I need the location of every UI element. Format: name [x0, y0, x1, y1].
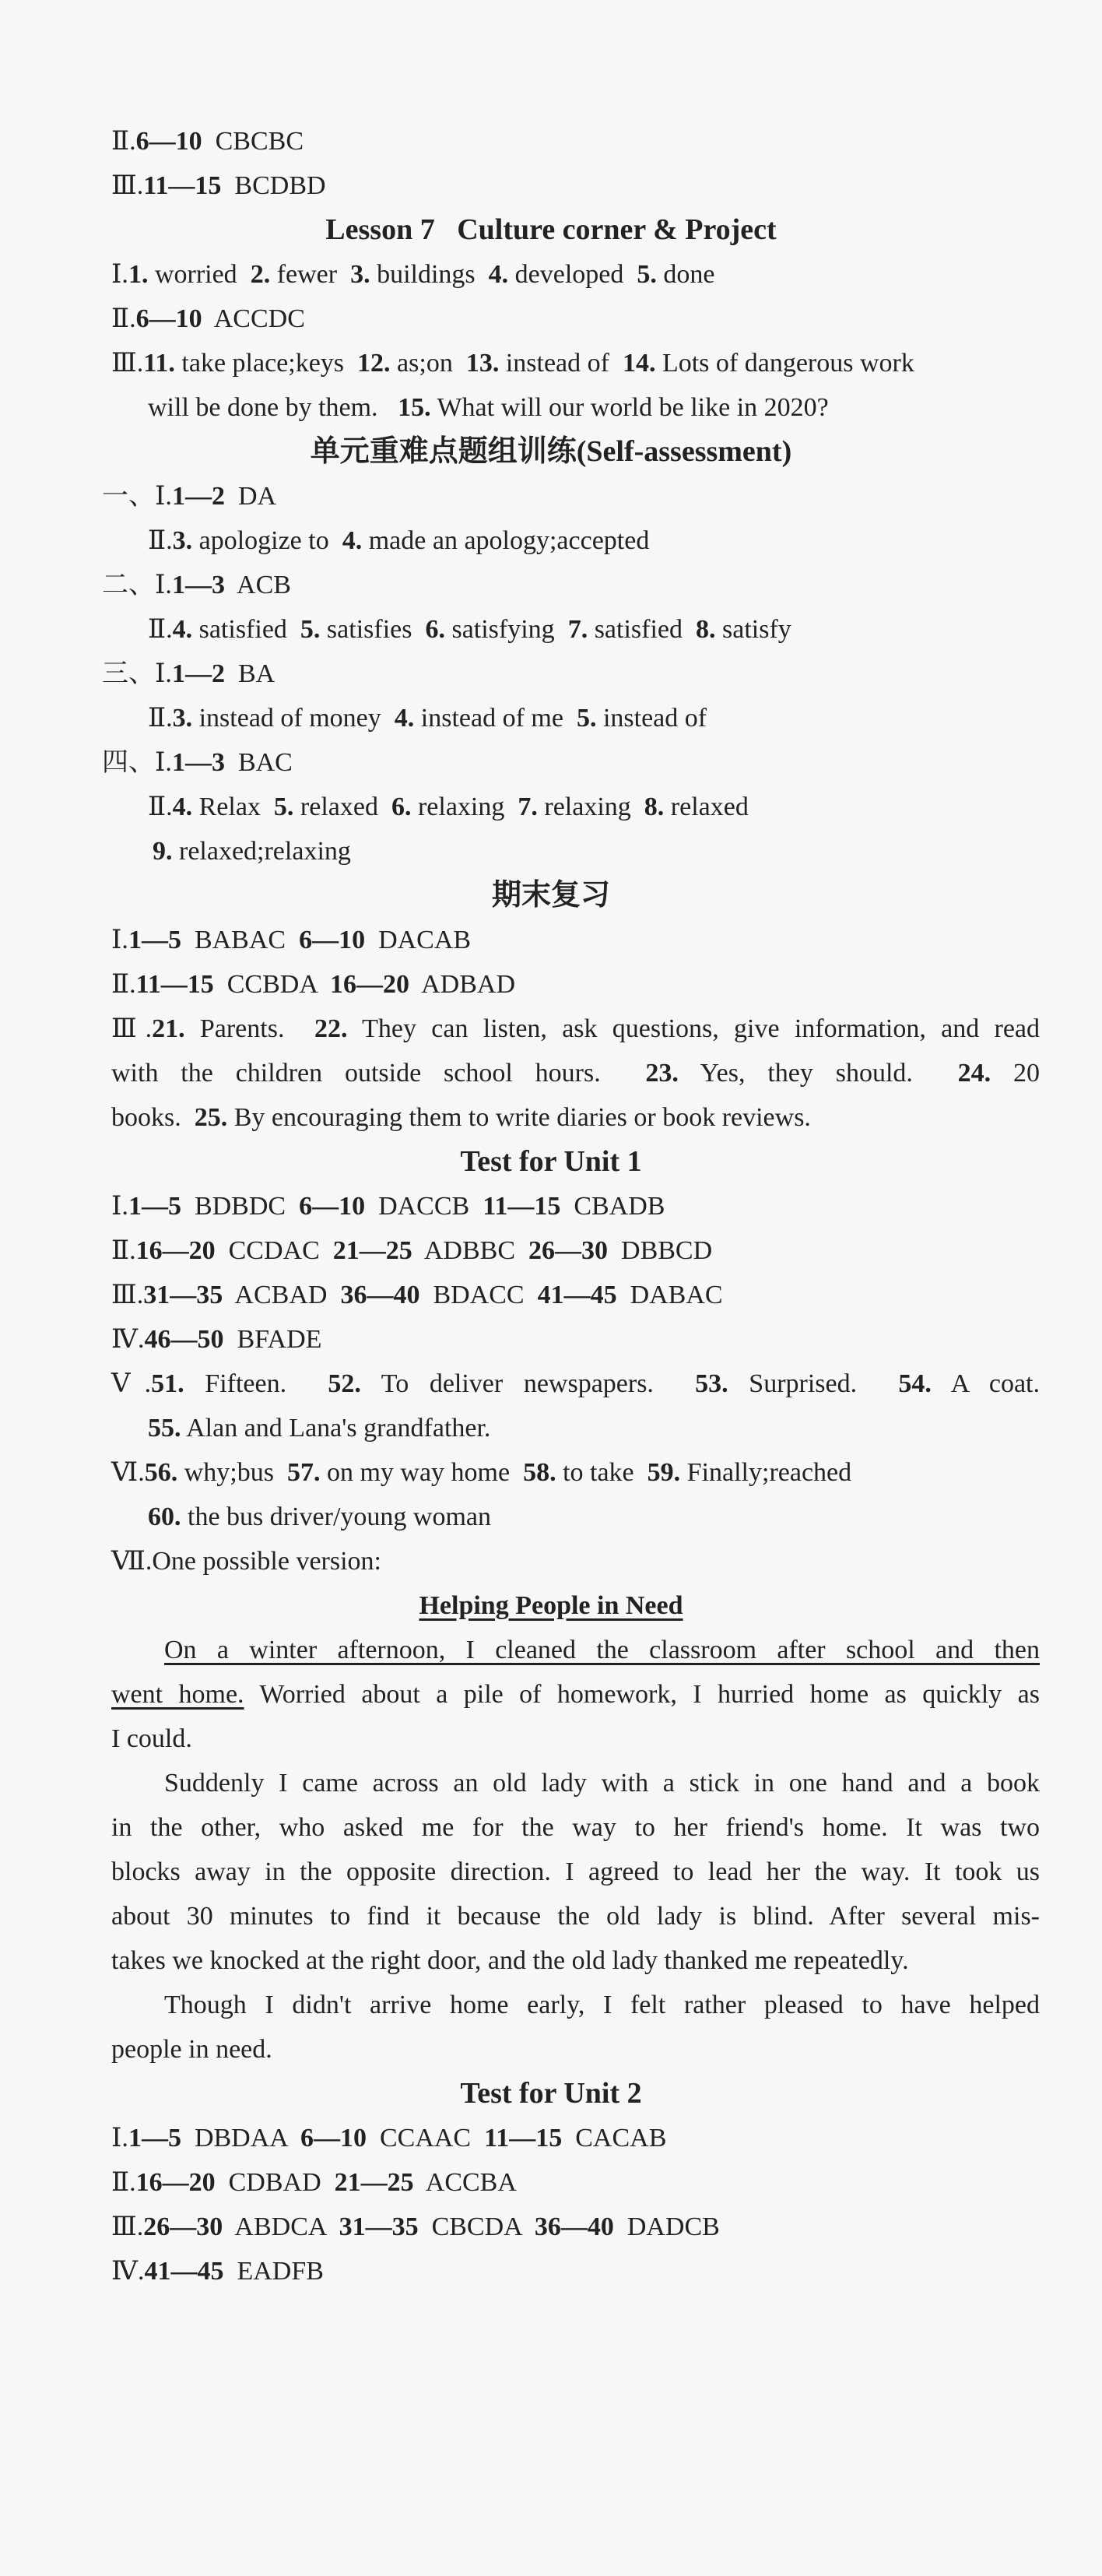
question-number: 7.	[518, 792, 538, 821]
answer-text: CCDAC	[215, 1236, 333, 1265]
answer-text: DBBCD	[608, 1236, 713, 1265]
answer-text: Ⅱ.	[111, 127, 136, 156]
question-number: 21—25	[334, 2168, 414, 2197]
question-number: 3.	[350, 260, 370, 289]
answer-text: the bus driver/young woman	[181, 1502, 491, 1531]
answer-text: Though I didn't arrive home early, I felt rather pleased to have helped	[164, 1991, 1040, 2019]
answer-text: satisfied	[588, 615, 696, 644]
answer-line	[0, 2160, 1102, 2205]
question-number: 16—20	[135, 2168, 216, 2197]
answer-line	[0, 607, 1102, 652]
answer-text: developed	[508, 260, 637, 289]
question-number: 8.	[644, 792, 665, 821]
question-number: 25.	[194, 1103, 228, 1132]
answer-line	[0, 1539, 1102, 1583]
answer-line	[0, 1184, 1102, 1228]
answer-text: instead of me	[414, 704, 577, 733]
question-number: 15.	[398, 393, 431, 422]
answer-text: take place;keys	[174, 349, 358, 378]
question-number: 1—5	[128, 1192, 181, 1221]
question-number: 5.	[300, 615, 321, 644]
answer-text: Ⅱ.	[111, 304, 136, 333]
answer-line	[0, 1761, 1040, 1805]
answer-line	[0, 918, 1102, 962]
answer-text: worried	[148, 260, 251, 289]
answer-line	[0, 962, 1102, 1007]
answer-text: buildings	[370, 260, 489, 289]
answer-text: relaxed;relaxing	[172, 837, 351, 866]
answer-text: Ⅲ.	[111, 1281, 144, 1309]
question-number: 4.	[488, 260, 509, 289]
question-number: 1—5	[128, 2124, 181, 2153]
question-number: 41—45	[537, 1281, 617, 1309]
answer-text: books.	[111, 1103, 195, 1132]
question-number: 16—20	[330, 970, 409, 999]
answer-text: DACAB	[365, 926, 472, 954]
question-number: 7.	[567, 615, 588, 644]
question-number: 1—2	[171, 659, 225, 688]
section-heading	[0, 208, 1102, 252]
answer-text: why;bus	[177, 1458, 287, 1487]
answer-line	[0, 1938, 1040, 1983]
answer-text: done	[656, 260, 715, 289]
answer-text: instead of	[499, 349, 623, 378]
question-number: 11—15	[135, 970, 214, 999]
answer-text: BAC	[224, 748, 293, 777]
answer-text: Relax	[192, 792, 274, 821]
answer-line	[0, 1717, 1040, 1761]
answer-text: instead of	[596, 704, 707, 733]
question-number: 6.	[425, 615, 445, 644]
answer-text: Ⅶ.One possible version:	[111, 1547, 382, 1576]
answer-line	[0, 1983, 1040, 2027]
answer-text: CBCDA	[418, 2212, 535, 2241]
question-number: 5.	[576, 704, 597, 733]
answer-text: Test for Unit 1	[460, 1145, 642, 1178]
answer-text: instead of money	[192, 704, 395, 733]
question-number: 6—10	[135, 127, 202, 156]
answer-line	[0, 2205, 1102, 2249]
question-number: 6.	[391, 792, 412, 821]
question-number: 54.	[898, 1369, 932, 1398]
answer-text: EADFB	[223, 2257, 324, 2286]
answer-line	[0, 563, 1102, 607]
answer-text: as;on	[390, 349, 466, 378]
answer-key-page	[0, 119, 1102, 2293]
answer-text: DBDAA	[181, 2124, 300, 2153]
answer-text: Parents.	[184, 1014, 314, 1043]
question-number: 11—15	[484, 2124, 563, 2153]
question-number: 8.	[696, 615, 716, 644]
question-number: 52.	[328, 1369, 361, 1398]
answer-text: They can listen, ask questions, give information, and read	[347, 1014, 1040, 1043]
answer-line	[0, 1095, 1040, 1140]
section-heading	[0, 873, 1102, 918]
answer-text: Ⅱ.	[148, 704, 173, 733]
answer-text: Ⅱ.	[148, 526, 173, 555]
answer-line	[0, 2249, 1102, 2293]
answer-text: 一、Ⅰ.	[102, 482, 172, 511]
question-number: 31—35	[143, 1281, 223, 1309]
answer-text: Ⅲ.	[111, 2212, 144, 2241]
answer-text: with the children outside school hours.	[111, 1059, 646, 1088]
answer-text: Ⅰ.	[111, 1192, 128, 1221]
question-number: 26—30	[143, 2212, 223, 2241]
answer-text: Ⅲ.	[111, 349, 144, 378]
answer-text: Ⅳ.	[111, 1325, 145, 1354]
answer-line	[0, 119, 1102, 163]
answer-text: Ⅱ.	[148, 615, 173, 644]
question-number: 21.	[152, 1014, 185, 1043]
answer-text: CCBDA	[213, 970, 330, 999]
answer-text: 20	[991, 1059, 1040, 1088]
question-number: 5.	[273, 792, 294, 821]
question-number: 1—2	[171, 482, 225, 511]
answer-line	[0, 829, 1102, 873]
answer-text: relaxing	[537, 792, 644, 821]
question-number: 6—10	[299, 1192, 366, 1221]
question-number: 41—45	[144, 2257, 224, 2286]
answer-text: BA	[224, 659, 276, 688]
answer-text: CBCBC	[202, 127, 304, 156]
answer-text: 二、Ⅰ.	[102, 571, 172, 599]
question-number: 4.	[172, 792, 193, 821]
section-heading	[0, 1140, 1102, 1184]
answer-text: Ⅱ.	[148, 792, 173, 821]
answer-text: CBADB	[560, 1192, 665, 1221]
answer-line	[0, 2027, 1040, 2072]
answer-line	[0, 1406, 1102, 1450]
answer-text: takes we knocked at the right door, and the old lady thanked me repeatedly.	[111, 1946, 909, 1975]
answer-text: Worried about a pile of homework, I hurried home as quickly as	[244, 1680, 1040, 1709]
question-number: 11.	[143, 349, 175, 378]
answer-text: made an apology;accepted	[362, 526, 650, 555]
answer-text: By encouraging them to write diaries or book reviews.	[227, 1103, 811, 1132]
question-number: 3.	[172, 526, 193, 555]
answer-text: I could.	[111, 1724, 192, 1753]
answer-line	[0, 385, 1102, 430]
answer-text: 四、Ⅰ.	[102, 748, 172, 777]
question-number: 1.	[128, 260, 149, 289]
answer-line	[0, 474, 1102, 518]
question-number: 36—40	[340, 1281, 420, 1309]
question-number: 16—20	[135, 1236, 216, 1265]
question-number: 58.	[523, 1458, 556, 1487]
answer-line	[0, 163, 1102, 208]
question-number: 1—3	[171, 748, 225, 777]
answer-text: Ⅱ.	[111, 970, 136, 999]
answer-text: CCAAC	[366, 2124, 485, 2153]
answer-text: Ⅰ.	[111, 260, 128, 289]
question-number: 59.	[647, 1458, 681, 1487]
answer-text: ACCDC	[202, 304, 305, 333]
answer-text: apologize to	[192, 526, 342, 555]
question-number: 5.	[637, 260, 657, 289]
answer-text: Ⅲ.	[111, 1014, 153, 1043]
answer-line	[0, 1628, 1040, 1672]
answer-text: Ⅱ.	[111, 2168, 136, 2197]
answer-text: ADBAD	[409, 970, 516, 999]
answer-line	[0, 1450, 1102, 1495]
answer-line	[0, 2116, 1102, 2160]
answer-line	[0, 1495, 1102, 1539]
question-number: 1—3	[171, 571, 225, 599]
question-number: 4.	[172, 615, 193, 644]
answer-text: DACCB	[365, 1192, 483, 1221]
question-number: 21—25	[332, 1236, 412, 1265]
answer-text: will be done by them.	[148, 393, 398, 422]
answer-text: ACCBA	[413, 2168, 517, 2197]
answer-text: CACAB	[562, 2124, 667, 2153]
answer-line	[0, 1805, 1040, 1850]
answer-text: Helping People in Need	[419, 1591, 683, 1620]
answer-text: 单元重难点题组训练(Self-assessment)	[310, 435, 792, 468]
answer-line	[0, 518, 1102, 563]
section-heading	[0, 430, 1102, 474]
answer-text: ADBBC	[412, 1236, 529, 1265]
answer-text: in the other, who asked me for the way to her friend's home. It was two	[111, 1813, 1040, 1842]
answer-text: about 30 minutes to find it because the old lady is blind. After several mis-	[111, 1902, 1040, 1931]
answer-text: Lesson 7 Culture corner & Project	[325, 213, 777, 246]
answer-text: On a winter afternoon, I cleaned the classroom after school and then	[164, 1636, 1040, 1664]
answer-text: Lots of dangerous work	[655, 349, 914, 378]
question-number: 56.	[144, 1458, 178, 1487]
answer-text: Ⅲ.	[111, 171, 144, 200]
question-number: 57.	[286, 1458, 321, 1487]
answer-text: relaxed	[293, 792, 391, 821]
section-heading	[0, 2072, 1102, 2116]
answer-line	[0, 1007, 1040, 1051]
answer-line	[0, 1228, 1102, 1273]
answer-text: BABAC	[181, 926, 300, 954]
question-number: 51.	[151, 1369, 184, 1398]
question-number: 24.	[957, 1059, 991, 1088]
question-number: 13.	[465, 349, 500, 378]
question-number: 3.	[172, 704, 193, 733]
answer-line	[0, 252, 1102, 297]
answer-line	[0, 696, 1102, 740]
answer-text: Ⅴ.	[111, 1369, 152, 1398]
answer-text: Fifteen.	[184, 1369, 328, 1398]
question-number: 55.	[148, 1414, 181, 1443]
answer-text: went home.	[111, 1680, 244, 1709]
question-number: 6—10	[135, 304, 202, 333]
answer-line	[0, 341, 1102, 385]
answer-text: Ⅱ.	[111, 1236, 136, 1265]
answer-line	[0, 1051, 1040, 1095]
answer-text: Surprised.	[728, 1369, 899, 1398]
answer-text: 三、Ⅰ.	[102, 659, 172, 688]
question-number: 31—35	[339, 2212, 419, 2241]
answer-line	[0, 1850, 1040, 1894]
answer-text: BFADE	[223, 1325, 322, 1354]
answer-text: BDACC	[419, 1281, 538, 1309]
answer-text: DABAC	[616, 1281, 723, 1309]
answer-text: relaxing	[411, 792, 518, 821]
answer-text: To deliver newspapers.	[360, 1369, 696, 1398]
answer-text: DADCB	[613, 2212, 720, 2241]
answer-text: satisfying	[444, 615, 568, 644]
answer-text: blocks away in the opposite direction. I agreed to lead her the way. It took us	[111, 1857, 1040, 1886]
answer-text: DA	[224, 482, 277, 511]
answer-text: A coat.	[931, 1369, 1040, 1398]
answer-text: people in need.	[111, 2035, 272, 2064]
answer-text: ABDCA	[223, 2212, 339, 2241]
question-number: 23.	[645, 1059, 679, 1088]
question-number: 11—15	[483, 1192, 561, 1221]
question-number: 1—5	[128, 926, 181, 954]
answer-text: Alan and Lana's grandfather.	[181, 1414, 491, 1443]
question-number: 9.	[153, 837, 173, 866]
answer-line	[0, 1894, 1040, 1938]
question-number: 60.	[148, 1502, 181, 1531]
answer-text: Ⅰ.	[111, 926, 128, 954]
answer-line	[0, 740, 1102, 785]
answer-text: satisfy	[715, 615, 791, 644]
answer-text: to take	[556, 1458, 648, 1487]
question-number: 12.	[357, 349, 391, 378]
answer-text: Ⅳ.	[111, 2257, 145, 2286]
answer-text: BCDBD	[221, 171, 326, 200]
answer-text: fewer	[270, 260, 351, 289]
answer-text: 期末复习	[491, 879, 610, 912]
answer-text: What will our world be like in 2020?	[430, 393, 829, 422]
answer-text: Yes, they should.	[678, 1059, 958, 1088]
answer-text: ACB	[224, 571, 291, 599]
section-heading	[0, 1583, 1102, 1628]
answer-line	[0, 1317, 1102, 1362]
answer-text: ACBAD	[223, 1281, 341, 1309]
question-number: 53.	[695, 1369, 728, 1398]
question-number: 6—10	[299, 926, 366, 954]
question-number: 36—40	[534, 2212, 614, 2241]
answer-line	[0, 785, 1102, 829]
answer-line	[0, 652, 1102, 696]
question-number: 22.	[314, 1014, 348, 1043]
question-number: 26—30	[528, 1236, 609, 1265]
answer-line	[0, 1672, 1040, 1717]
answer-line	[0, 1273, 1102, 1317]
question-number: 4.	[342, 526, 363, 555]
answer-text: satisfies	[320, 615, 426, 644]
answer-text: Ⅰ.	[111, 2124, 128, 2153]
answer-text: relaxed	[664, 792, 749, 821]
answer-text: Suddenly I came across an old lady with a stick in one hand and a book	[164, 1769, 1040, 1798]
answer-text: Ⅵ.	[111, 1458, 145, 1487]
question-number: 2.	[250, 260, 271, 289]
question-number: 46—50	[144, 1325, 224, 1354]
answer-text: Finally;reached	[680, 1458, 852, 1487]
answer-line	[0, 1362, 1040, 1406]
answer-text: Test for Unit 2	[460, 2077, 642, 2110]
answer-text: BDBDC	[181, 1192, 300, 1221]
answer-line	[0, 297, 1102, 341]
question-number: 4.	[394, 704, 415, 733]
answer-text: CDBAD	[215, 2168, 335, 2197]
question-number: 14.	[622, 349, 656, 378]
question-number: 6—10	[300, 2124, 367, 2153]
answer-text: satisfied	[192, 615, 300, 644]
answer-text: on my way home	[320, 1458, 524, 1487]
question-number: 11—15	[143, 171, 222, 200]
